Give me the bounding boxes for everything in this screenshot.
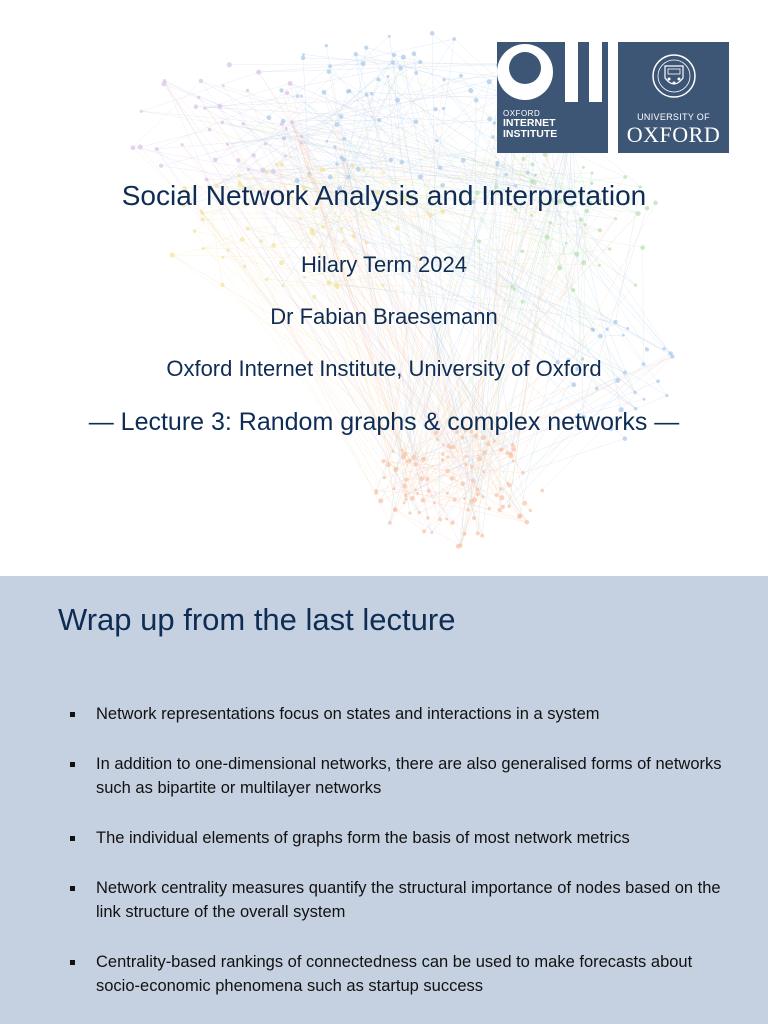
network-node xyxy=(197,96,200,99)
network-node xyxy=(208,128,212,132)
network-node xyxy=(328,64,332,68)
network-node xyxy=(468,88,473,93)
network-node xyxy=(430,31,435,36)
network-node xyxy=(427,489,431,493)
network-node xyxy=(241,122,245,126)
network-node xyxy=(391,60,395,64)
network-node xyxy=(499,495,504,500)
network-node xyxy=(226,143,229,146)
network-node xyxy=(403,502,406,505)
term-text: Hilary Term 2024 xyxy=(301,252,467,277)
network-node xyxy=(267,115,272,120)
network-node xyxy=(623,436,628,441)
network-node xyxy=(414,489,417,492)
network-node xyxy=(404,498,407,501)
network-node xyxy=(426,516,430,520)
network-node xyxy=(364,45,368,49)
network-node xyxy=(342,240,345,243)
network-node xyxy=(436,438,439,441)
network-node xyxy=(521,157,525,161)
affiliation-text: Oxford Internet Institute, University of Oxford xyxy=(166,356,602,381)
network-node xyxy=(325,140,328,143)
network-node xyxy=(476,531,480,535)
network-node xyxy=(131,145,136,150)
network-edge xyxy=(283,286,512,287)
network-node xyxy=(328,175,333,180)
network-node xyxy=(471,479,475,483)
lecture-title: — Lecture 3: Random graphs & complex networks — xyxy=(88,408,680,436)
network-node xyxy=(428,213,433,218)
network-node xyxy=(370,92,374,96)
network-node xyxy=(300,95,303,98)
network-node xyxy=(246,227,250,231)
network-node xyxy=(306,174,311,179)
network-node xyxy=(194,104,199,109)
network-node xyxy=(622,334,625,337)
wrap-up-slide xyxy=(0,576,768,1024)
network-node xyxy=(334,122,339,127)
network-edge xyxy=(141,72,258,111)
network-node xyxy=(442,443,445,446)
network-node xyxy=(285,127,288,130)
network-node xyxy=(376,77,380,81)
network-node xyxy=(388,35,391,38)
network-node xyxy=(352,234,356,238)
network-node xyxy=(452,445,456,449)
network-node xyxy=(302,53,305,56)
network-node xyxy=(463,497,466,500)
network-node xyxy=(466,508,470,512)
network-node xyxy=(505,451,509,455)
network-node xyxy=(386,462,391,467)
network-node xyxy=(392,487,395,490)
network-node xyxy=(482,470,485,473)
network-node xyxy=(155,147,159,151)
network-node xyxy=(261,168,266,173)
network-node xyxy=(290,120,294,124)
network-node xyxy=(408,511,411,514)
network-node xyxy=(217,104,222,109)
network-node xyxy=(456,544,461,549)
network-node xyxy=(312,295,316,299)
network-node xyxy=(526,170,530,174)
network-node xyxy=(472,516,476,520)
network-node xyxy=(321,225,324,228)
network-node xyxy=(414,119,419,124)
network-node xyxy=(282,136,286,140)
network-node xyxy=(404,494,407,497)
network-node xyxy=(422,529,426,533)
network-node xyxy=(381,459,385,463)
bullet-text: Centrality-based rankings of connectedness can be used to make forecasts about socio-economic phenomena such as startup success xyxy=(96,953,693,995)
network-node xyxy=(450,521,454,525)
network-node xyxy=(193,229,197,233)
bullet-square-icon xyxy=(70,762,75,767)
bullet-square-icon xyxy=(70,886,75,891)
network-node xyxy=(138,145,143,150)
network-node xyxy=(530,163,534,167)
network-node xyxy=(419,476,424,481)
network-node xyxy=(643,398,646,401)
network-node xyxy=(201,217,205,221)
network-node xyxy=(410,496,415,501)
network-node xyxy=(300,135,303,138)
network-node xyxy=(460,481,465,486)
network-node xyxy=(365,93,369,97)
network-node xyxy=(598,334,603,339)
network-node xyxy=(334,282,339,287)
network-node xyxy=(496,161,500,165)
network-node xyxy=(430,531,433,534)
network-node xyxy=(213,158,217,162)
network-node xyxy=(447,444,451,448)
network-node xyxy=(393,507,398,512)
network-node xyxy=(237,173,241,177)
network-node xyxy=(476,488,480,492)
network-node xyxy=(395,98,400,103)
network-node xyxy=(414,462,418,466)
network-node xyxy=(280,122,284,126)
network-node xyxy=(518,514,523,519)
network-node xyxy=(275,163,279,167)
network-node xyxy=(271,169,276,174)
network-node xyxy=(398,66,403,71)
oxford-crest-icon xyxy=(651,48,697,106)
network-node xyxy=(493,121,496,124)
network-node xyxy=(418,60,422,64)
network-node xyxy=(407,459,411,463)
network-node xyxy=(301,56,306,61)
bullet-text: In addition to one-dimensional networks, there are also generalised forms of networks such as bipartite or multilayer networks xyxy=(96,755,722,797)
network-node xyxy=(512,460,515,463)
network-node xyxy=(633,391,636,394)
network-node xyxy=(441,453,444,456)
network-node xyxy=(347,89,351,93)
network-node xyxy=(421,457,426,462)
bullet-square-icon xyxy=(70,836,75,841)
network-node xyxy=(477,456,482,461)
network-node xyxy=(361,61,366,66)
network-node xyxy=(442,78,445,81)
network-node xyxy=(271,243,276,248)
network-node xyxy=(571,288,575,292)
network-node xyxy=(199,79,203,83)
network-node xyxy=(227,62,232,67)
network-node xyxy=(571,382,576,387)
network-node xyxy=(480,534,484,538)
network-node xyxy=(584,223,587,226)
network-node xyxy=(450,476,455,481)
oxford-logo-line1: UNIVERSITY OF xyxy=(637,112,710,122)
network-node xyxy=(320,167,325,172)
network-edge xyxy=(133,81,201,148)
network-node xyxy=(251,153,255,157)
network-node xyxy=(400,449,403,452)
network-node xyxy=(382,476,386,480)
network-node xyxy=(634,284,637,287)
network-node xyxy=(374,491,378,495)
network-node xyxy=(236,158,240,162)
network-node xyxy=(203,107,206,110)
network-node xyxy=(339,227,343,231)
network-node xyxy=(240,237,245,242)
oii-logo-line1: OXFORD xyxy=(503,109,541,118)
network-node xyxy=(438,518,442,522)
network-node xyxy=(486,442,491,447)
network-node xyxy=(281,284,284,287)
network-node xyxy=(521,471,525,475)
bullet-text: Network representations focus on states and interactions in a system xyxy=(96,705,600,723)
network-node xyxy=(288,81,293,86)
network-node xyxy=(325,44,328,47)
network-node xyxy=(509,453,514,458)
bullet-square-icon xyxy=(70,712,75,717)
network-node xyxy=(285,91,290,96)
network-node xyxy=(474,98,479,103)
network-node xyxy=(220,283,225,288)
network-node xyxy=(393,467,398,472)
network-node xyxy=(416,492,419,495)
network-node xyxy=(476,492,480,496)
network-node xyxy=(462,532,466,536)
network-node xyxy=(481,495,484,498)
network-node xyxy=(488,507,491,510)
network-node xyxy=(300,141,303,144)
network-node xyxy=(499,487,503,491)
network-node xyxy=(404,478,408,482)
network-node xyxy=(645,347,649,351)
slide-title: Social Network Analysis and Interpretation xyxy=(121,180,647,211)
network-node xyxy=(342,137,346,141)
network-node xyxy=(279,88,283,92)
network-node xyxy=(614,217,617,220)
bullet-text: Network centrality measures quantify the structural importance of nodes based on the link structure of the overall system xyxy=(96,879,721,921)
network-node xyxy=(395,226,400,231)
network-node xyxy=(322,90,327,95)
network-node xyxy=(469,499,474,504)
network-node xyxy=(412,51,417,56)
network-node xyxy=(477,239,481,243)
network-node xyxy=(339,114,344,119)
network-node xyxy=(525,520,530,525)
network-node xyxy=(354,52,358,56)
network-node xyxy=(565,242,568,245)
network-node xyxy=(402,484,407,489)
network-node xyxy=(522,501,527,506)
network-node xyxy=(446,455,449,458)
network-node xyxy=(441,458,445,462)
network-node xyxy=(356,167,361,172)
network-node xyxy=(665,394,668,397)
network-node xyxy=(442,107,445,110)
network-node xyxy=(418,511,421,514)
network-node xyxy=(333,145,336,148)
network-node xyxy=(608,247,611,250)
oii-logo xyxy=(497,42,608,153)
network-node xyxy=(161,82,166,87)
network-node xyxy=(465,463,468,466)
oii-logo-text xyxy=(503,110,557,140)
network-node xyxy=(530,214,533,217)
network-node xyxy=(365,241,369,245)
network-node xyxy=(504,173,508,177)
oii-logo-line2: INTERNET xyxy=(503,117,556,130)
network-node xyxy=(453,497,457,501)
network-node xyxy=(319,246,322,249)
network-node xyxy=(579,217,584,222)
network-node xyxy=(222,84,225,87)
network-node xyxy=(392,450,395,453)
network-node xyxy=(598,228,602,232)
network-node xyxy=(511,285,515,289)
network-node xyxy=(501,505,505,509)
network-node xyxy=(401,55,406,60)
network-node xyxy=(264,142,267,145)
network-node xyxy=(459,74,463,78)
network-node xyxy=(247,168,250,171)
network-node xyxy=(400,160,405,165)
network-node xyxy=(663,347,666,350)
network-node xyxy=(386,75,389,78)
network-node xyxy=(500,448,503,451)
network-node xyxy=(335,162,339,166)
bullet-text: The individual elements of graphs form the basis of most network metrics xyxy=(96,829,630,847)
network-node xyxy=(405,460,408,463)
network-node xyxy=(507,483,512,488)
network-node xyxy=(388,521,392,525)
network-node xyxy=(284,155,287,158)
network-node xyxy=(347,175,351,179)
network-node xyxy=(435,139,438,142)
network-node xyxy=(309,228,314,233)
oii-logo-line3: INSTITUTE xyxy=(503,128,558,141)
network-node xyxy=(582,166,585,169)
network-node xyxy=(513,287,516,290)
author-text: Dr Fabian Braesemann xyxy=(270,304,498,329)
network-node xyxy=(220,121,224,125)
network-node xyxy=(327,69,332,74)
network-node xyxy=(445,468,450,473)
network-node xyxy=(507,504,510,507)
network-node xyxy=(202,247,205,250)
network-node xyxy=(418,174,423,179)
network-node xyxy=(381,284,384,287)
network-edge xyxy=(390,486,405,523)
network-node xyxy=(159,164,163,168)
network-node xyxy=(256,70,261,75)
network-node xyxy=(378,498,383,503)
network-node xyxy=(470,465,474,469)
network-node xyxy=(591,172,594,175)
network-edge xyxy=(185,188,405,486)
network-edge xyxy=(509,199,552,506)
network-edge xyxy=(229,63,531,64)
network-node xyxy=(350,163,354,167)
network-node xyxy=(461,158,466,163)
network-node xyxy=(445,517,448,520)
network-node xyxy=(377,118,381,122)
network-node xyxy=(487,116,492,121)
network-node xyxy=(595,387,598,390)
oii-logo-mark xyxy=(497,42,608,112)
network-node xyxy=(299,217,302,220)
network-node xyxy=(246,89,249,92)
wrap-up-title: Wrap up from the last lecture xyxy=(58,602,456,637)
network-node xyxy=(140,110,143,113)
network-node xyxy=(549,221,552,224)
network-node xyxy=(180,143,183,146)
network-node xyxy=(296,94,300,98)
network-node xyxy=(259,239,263,243)
network-node xyxy=(540,489,544,493)
network-node xyxy=(433,107,437,111)
network-node xyxy=(446,492,449,495)
network-node xyxy=(493,439,496,442)
network-node xyxy=(452,37,456,41)
network-node xyxy=(279,162,284,167)
network-node xyxy=(327,280,331,284)
network-node xyxy=(623,175,627,179)
network-node xyxy=(433,501,436,504)
network-node xyxy=(498,508,502,512)
network-node xyxy=(389,158,393,162)
network-node xyxy=(438,165,442,169)
network-node xyxy=(362,168,366,172)
network-node xyxy=(487,79,492,84)
network-node xyxy=(401,455,406,460)
bullet-square-icon xyxy=(70,960,75,965)
network-node xyxy=(483,450,487,454)
oxford-logo xyxy=(618,42,729,153)
network-node xyxy=(342,157,347,162)
network-node xyxy=(529,509,532,512)
network-edge xyxy=(259,64,363,72)
network-node xyxy=(392,53,396,57)
network-node xyxy=(534,174,537,177)
network-node xyxy=(491,135,495,139)
network-node xyxy=(421,498,426,503)
network-node xyxy=(495,493,499,497)
network-edge xyxy=(406,167,583,499)
network-node xyxy=(512,447,517,452)
network-edge xyxy=(259,63,532,72)
oxford-logo-line2: OXFORD xyxy=(626,122,721,147)
network-node xyxy=(411,455,416,460)
network-node xyxy=(545,234,550,239)
network-node xyxy=(382,171,385,174)
network-node xyxy=(426,478,430,482)
network-node xyxy=(640,245,645,250)
network-node xyxy=(464,455,467,458)
network-node xyxy=(414,71,418,75)
network-node xyxy=(511,443,515,447)
